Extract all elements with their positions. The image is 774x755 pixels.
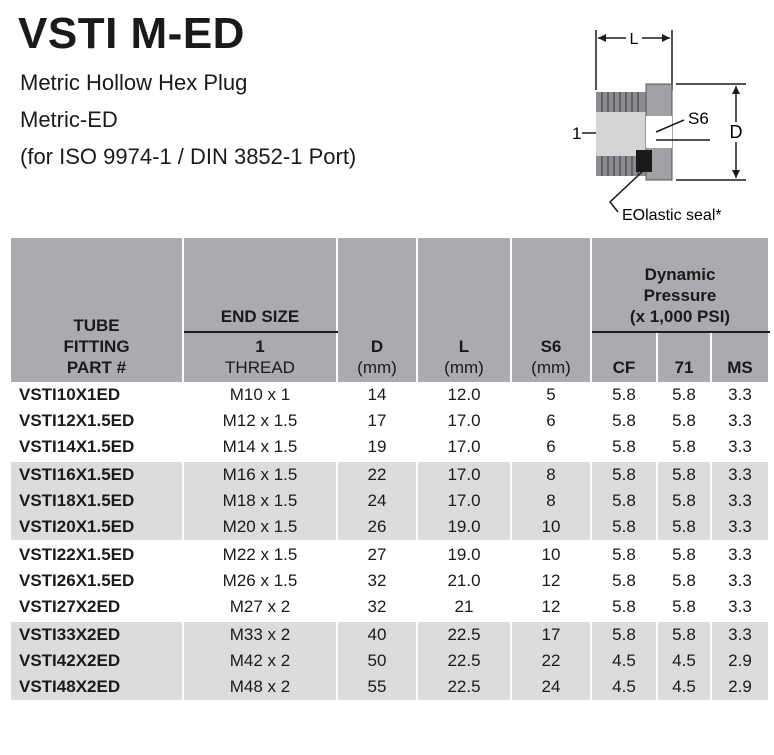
subtitle-line: (for ISO 9974-1 / DIN 3852-1 Port) [20,144,357,169]
cell-part: VSTI14X1.5ED [11,434,183,461]
cell-s6: 24 [511,674,591,700]
spec-table [11,238,770,700]
subtitle-line: Metric-ED [20,107,118,132]
product-title: VSTI M-ED [18,9,245,58]
hex-plug-diagram [560,20,770,230]
cell-c71: 5.8 [657,488,711,514]
cell-thread: M48 x 2 [183,674,337,700]
cell-d: 22 [337,461,417,488]
cell-part: VSTI26X1.5ED [11,568,183,594]
cell-c71: 4.5 [657,648,711,674]
cell-thread: M10 x 1 [183,382,337,408]
cell-ms: 3.3 [711,568,769,594]
header-unit: (mm) [357,358,397,377]
table-row [11,594,769,621]
cell-part: VSTI18X1.5ED [11,488,183,514]
cell-d: 27 [337,541,417,568]
cell-ms: 3.3 [711,594,769,621]
cell-part: VSTI10X1ED [11,382,183,408]
cell-part: VSTI42X2ED [11,648,183,674]
header-line: S6 [540,337,562,356]
header-line: THREAD [225,358,295,377]
cell-thread: M42 x 2 [183,648,337,674]
cell-s6: 12 [511,568,591,594]
cell-ms: 3.3 [711,488,769,514]
cell-thread: M20 x 1.5 [183,514,337,541]
cell-d: 24 [337,488,417,514]
seal-label: EOlastic seal* [622,207,722,224]
table-row [11,674,769,700]
cell-c71: 4.5 [657,674,711,700]
cell-s6: 10 [511,514,591,541]
cell-c71: 5.8 [657,621,711,648]
dim-s6-label: S6 [688,109,709,128]
col-header-ms: MS [711,332,769,382]
cell-thread: M27 x 2 [183,594,337,621]
cell-thread: M33 x 2 [183,621,337,648]
subtitle-line: Metric Hollow Hex Plug [20,70,248,95]
cell-d: 17 [337,408,417,434]
table-row [11,408,769,434]
cell-cf: 5.8 [591,408,657,434]
cell-l: 17.0 [417,408,511,434]
col-header-d [337,238,417,382]
table-row [11,382,769,408]
cell-ms: 2.9 [711,648,769,674]
cell-d: 14 [337,382,417,408]
cell-d: 19 [337,434,417,461]
cell-ms: 3.3 [711,408,769,434]
cell-ms: 3.3 [711,514,769,541]
col-header-l [417,238,511,382]
cell-s6: 12 [511,594,591,621]
header-line: Pressure [643,286,717,305]
cell-c71: 5.8 [657,568,711,594]
cell-l: 17.0 [417,488,511,514]
cell-l: 22.5 [417,674,511,700]
cell-thread: M12 x 1.5 [183,408,337,434]
cell-ms: 3.3 [711,621,769,648]
header-unit: (mm) [444,358,484,377]
cell-cf: 5.8 [591,488,657,514]
cell-l: 19.0 [417,541,511,568]
cell-c71: 5.8 [657,434,711,461]
cell-cf: 5.8 [591,594,657,621]
cell-l: 19.0 [417,514,511,541]
cell-c71: 5.8 [657,382,711,408]
cell-l: 17.0 [417,461,511,488]
cell-part: VSTI33X2ED [11,621,183,648]
header-line: (x 1,000 PSI) [629,307,731,326]
cell-l: 21.0 [417,568,511,594]
cell-ms: 3.3 [711,382,769,408]
table-row [11,541,769,568]
cell-cf: 5.8 [591,434,657,461]
cell-ms: 3.3 [711,434,769,461]
cell-cf: 4.5 [591,648,657,674]
cell-c71: 5.8 [657,594,711,621]
header-line: D [370,337,384,356]
cell-l: 17.0 [417,434,511,461]
cell-part: VSTI20X1.5ED [11,514,183,541]
table-row [11,434,769,461]
table-row [11,488,769,514]
cell-cf: 5.8 [591,382,657,408]
col-header-thread [183,332,337,382]
col-header-s6 [511,238,591,382]
table-body [11,382,769,700]
cell-part: VSTI12X1.5ED [11,408,183,434]
cell-s6: 8 [511,488,591,514]
cell-c71: 5.8 [657,461,711,488]
cell-l: 22.5 [417,648,511,674]
header-line: L [458,337,470,356]
cell-d: 26 [337,514,417,541]
cell-thread: M14 x 1.5 [183,434,337,461]
cell-l: 21 [417,594,511,621]
cell-c71: 5.8 [657,514,711,541]
cell-c71: 5.8 [657,541,711,568]
cell-s6: 6 [511,408,591,434]
cell-d: 50 [337,648,417,674]
cell-l: 12.0 [417,382,511,408]
header-line: FITTING [63,337,130,356]
table-row [11,621,769,648]
cell-c71: 5.8 [657,408,711,434]
cell-d: 32 [337,594,417,621]
cell-d: 40 [337,621,417,648]
header-line: TUBE [73,316,120,335]
cell-cf: 5.8 [591,514,657,541]
cell-thread: M26 x 1.5 [183,568,337,594]
cell-cf: 5.8 [591,461,657,488]
cell-cf: 4.5 [591,674,657,700]
cell-thread: M22 x 1.5 [183,541,337,568]
col-header-end-size: END SIZE [183,238,337,332]
cell-ms: 2.9 [711,674,769,700]
header-unit: (mm) [531,358,571,377]
cell-ms: 3.3 [711,461,769,488]
cell-s6: 5 [511,382,591,408]
cell-d: 32 [337,568,417,594]
table-row [11,514,769,541]
cell-cf: 5.8 [591,621,657,648]
cell-thread: M16 x 1.5 [183,461,337,488]
cell-part: VSTI48X2ED [11,674,183,700]
cell-s6: 6 [511,434,591,461]
table-row [11,461,769,488]
cell-cf: 5.8 [591,541,657,568]
col-header-part [11,238,183,382]
cell-s6: 10 [511,541,591,568]
cell-s6: 8 [511,461,591,488]
cell-thread: M18 x 1.5 [183,488,337,514]
cell-part: VSTI22X1.5ED [11,541,183,568]
col-header-71: 71 [657,332,711,382]
col-header-cf: CF [591,332,657,382]
dim-l-label: L [629,31,639,48]
cell-s6: 22 [511,648,591,674]
cell-part: VSTI27X2ED [11,594,183,621]
table-row [11,568,769,594]
cell-ms: 3.3 [711,541,769,568]
cell-d: 55 [337,674,417,700]
header-line: 1 [255,337,265,356]
header-line: Dynamic [644,265,716,284]
col-header-pressure [591,238,769,332]
cell-part: VSTI16X1.5ED [11,461,183,488]
header-line: PART # [66,358,127,377]
table-row [11,648,769,674]
cell-cf: 5.8 [591,568,657,594]
cell-s6: 17 [511,621,591,648]
cell-l: 22.5 [417,621,511,648]
dim-d-label: D [729,122,743,142]
thread-label: 1 [572,124,582,143]
